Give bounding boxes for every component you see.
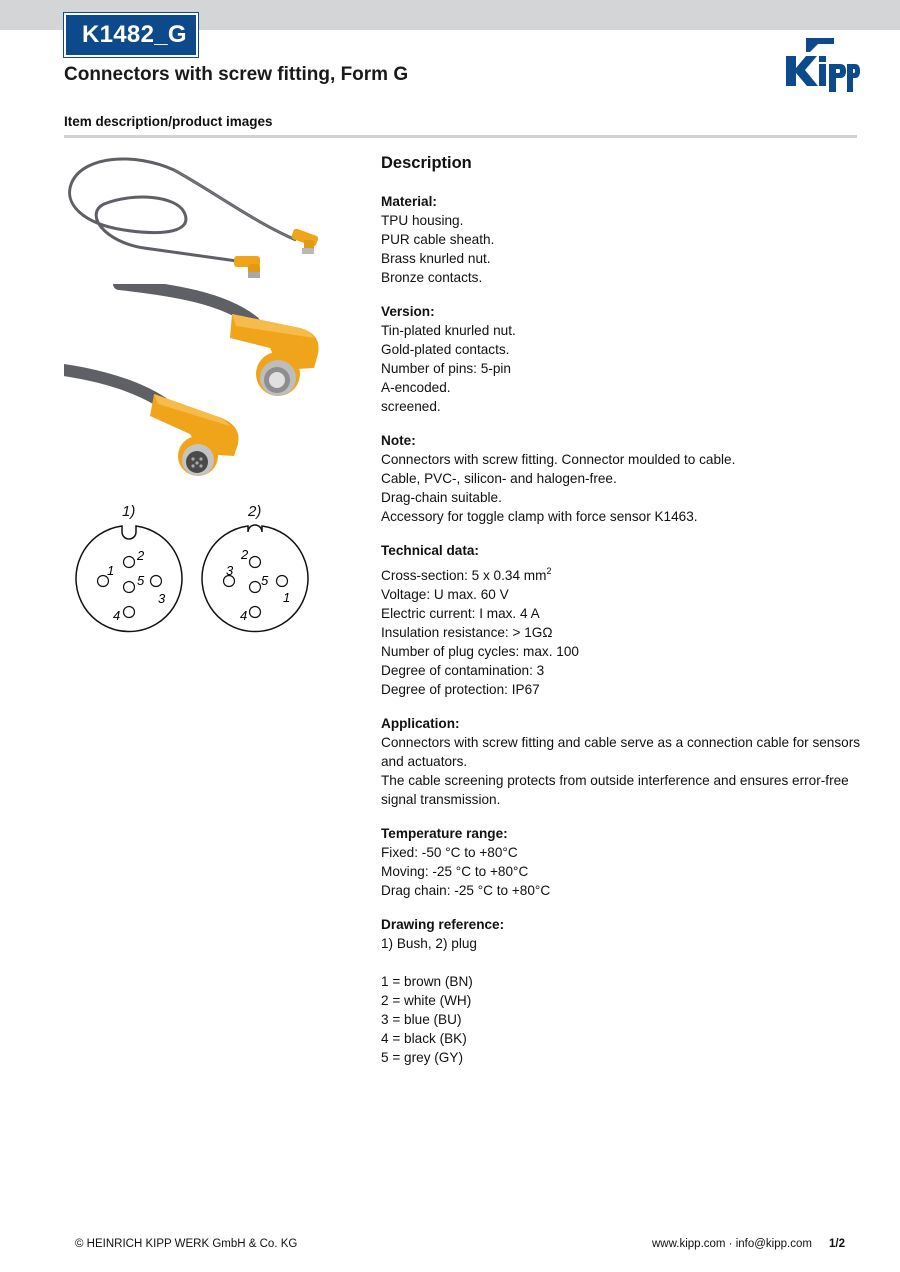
product-images [64,152,322,646]
temperature-heading: Temperature range: [381,826,508,841]
note-block: Note: Connectors with screw fitting. Connector moulded to cable. Cable, PVC-, silicon- and halogen-free. Drag-chain suitable. Accessory for toggle clamp with force sensor K1463. [381,431,861,526]
footer-copyright: © HEINRICH KIPP WERK GmbH & Co. KG [75,1238,298,1250]
note-heading: Note: [381,433,416,448]
svg-text:5: 5 [137,573,145,588]
material-block: Material: TPU housing. PUR cable sheath. Brass knurled nut. Bronze contacts. [381,192,861,287]
svg-text:2: 2 [137,548,145,563]
drawing-reference-heading: Drawing reference: [381,917,505,932]
description-title: Description [381,154,472,172]
connector-closeup-image [64,284,322,486]
item-code-badge: K1482_G [64,13,198,57]
section-label: Item description/product images [64,114,273,129]
version-block: Version: Tin-plated knurled nut. Gold-plated contacts. Number of pins: 5-pin A-encoded. screened. [381,302,861,416]
cable-overview-image [64,152,322,284]
plug-drawing-label: 2) [248,503,262,520]
svg-text:2: 2 [241,547,249,562]
version-heading: Version: [381,304,435,319]
technical-data-block: Technical data: Cross-section: 5 x 0.34 $mm^2$ Voltage: U max. 60 V Electric current: I max. 4 A Insulation resistance: > 1GΩ Number of plug cycles: max. 100 Degree of contamination: 3 Degree of protection: IP67 [381,541,861,699]
section-divider [64,135,857,138]
svg-text:4: 4 [113,608,121,623]
page-number: 1/2 [829,1238,845,1250]
svg-text:5: 5 [261,573,269,588]
svg-text:1: 1 [107,563,115,578]
technical-heading: Technical data: [381,543,479,558]
application-block: Application: Connectors with screw fitting and cable serve as a connection cable for sensors and actuators. The cable screening protects from outside interference and ensures error-free signal transmission. [381,716,861,807]
description-column [381,152,861,1082]
footer-contact-link[interactable]: www.kipp.com · info@kipp.com [652,1238,812,1250]
svg-text:3: 3 [226,563,234,578]
svg-text:4: 4 [240,608,248,623]
page-title: Connectors with screw fitting, Form G [64,64,409,85]
application-heading: Application: [381,716,460,731]
bush-drawing-label: 1) [122,503,136,520]
cross-section-line: Cross-section: 5 x 0.34 $mm^2$ [381,566,552,583]
svg-text:3: 3 [158,591,166,606]
material-heading: Material: [381,194,437,209]
kipp-logo[interactable] [784,38,860,92]
drawing-reference-block: Drawing reference: 1) Bush, 2) plug 1 = brown (BN) 2 = white (WH) 3 = blue (BU) 4 = black (BK) 5 = grey (GY) [381,915,861,1067]
pin-layout-drawings [64,486,322,646]
svg-text:1: 1 [283,590,291,605]
temperature-block: Temperature range: Fixed: -50 °C to +80°C Moving: -25 °C to +80°C Drag chain: -25 °C to +80°C [381,824,861,900]
